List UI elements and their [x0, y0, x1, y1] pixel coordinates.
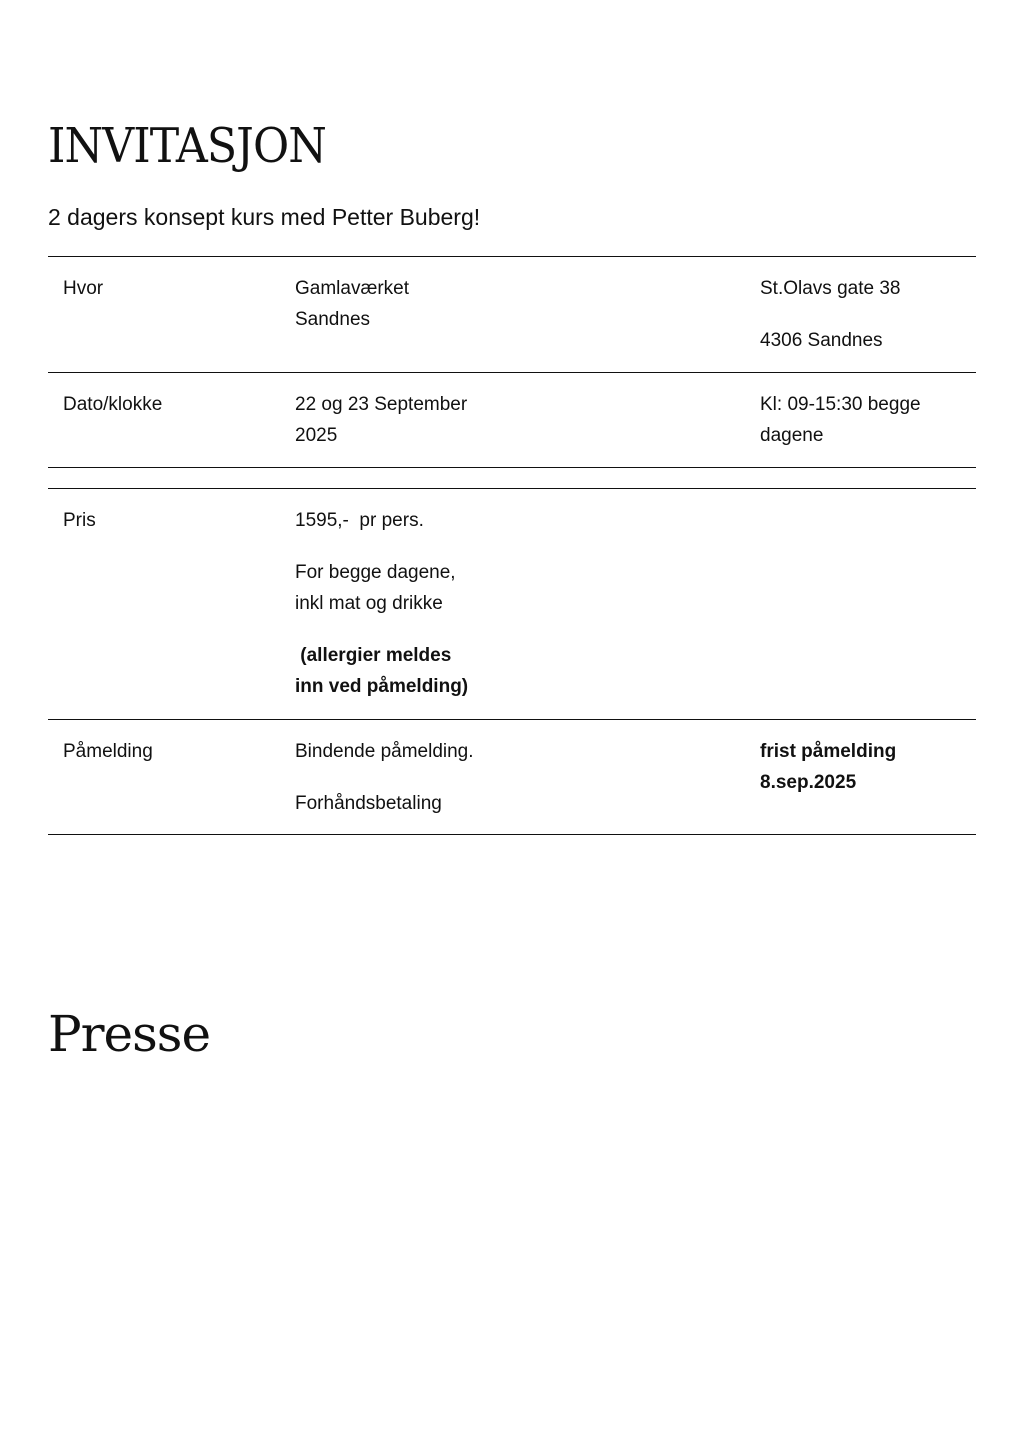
divider — [48, 467, 976, 468]
allergy-note-line: (allergier meldes — [295, 645, 452, 666]
divider — [48, 488, 976, 489]
divider — [48, 372, 976, 373]
event-time — [760, 389, 970, 451]
page-subtitle: 2 dagers konsept kurs med Petter Buberg! — [48, 204, 481, 230]
event-date — [295, 389, 595, 451]
date-line: 22 og 23 September — [295, 394, 468, 415]
venue-address — [760, 273, 970, 356]
deadline-line: 8.sep.2025 — [760, 772, 857, 793]
time-line: dagene — [760, 425, 824, 446]
price-info-line: For begge dagene, — [295, 562, 456, 583]
row-label-hvor: Hvor — [63, 278, 104, 299]
price-info-line: inkl mat og drikke — [295, 593, 443, 614]
venue-line: Sandnes — [295, 309, 371, 330]
registration-line: Forhåndsbetaling — [295, 793, 442, 814]
address-line: 4306 Sandnes — [760, 330, 883, 351]
price-details — [295, 505, 595, 702]
venue-line: Gamlaværket — [295, 278, 410, 299]
registration-deadline — [760, 736, 970, 798]
divider — [48, 834, 976, 835]
deadline-line: frist påmelding — [760, 741, 897, 762]
time-line: Kl: 09-15:30 begge — [760, 394, 921, 415]
page-title: INVITASJON — [48, 118, 326, 174]
divider — [48, 256, 976, 257]
divider — [48, 719, 976, 720]
allergy-note-line: inn ved påmelding) — [295, 676, 469, 697]
row-label-pris: Pris — [63, 510, 96, 531]
venue-name — [295, 273, 595, 335]
section-heading-presse: Presse — [48, 1005, 211, 1063]
price-value: 1595,- pr pers. — [295, 510, 424, 531]
address-line: St.Olavs gate 38 — [760, 278, 901, 299]
row-label-pamelding: Påmelding — [63, 741, 153, 762]
row-label-dato: Dato/klokke — [63, 394, 163, 415]
registration-line: Bindende påmelding. — [295, 741, 474, 762]
date-line: 2025 — [295, 425, 338, 446]
registration-terms — [295, 736, 595, 819]
